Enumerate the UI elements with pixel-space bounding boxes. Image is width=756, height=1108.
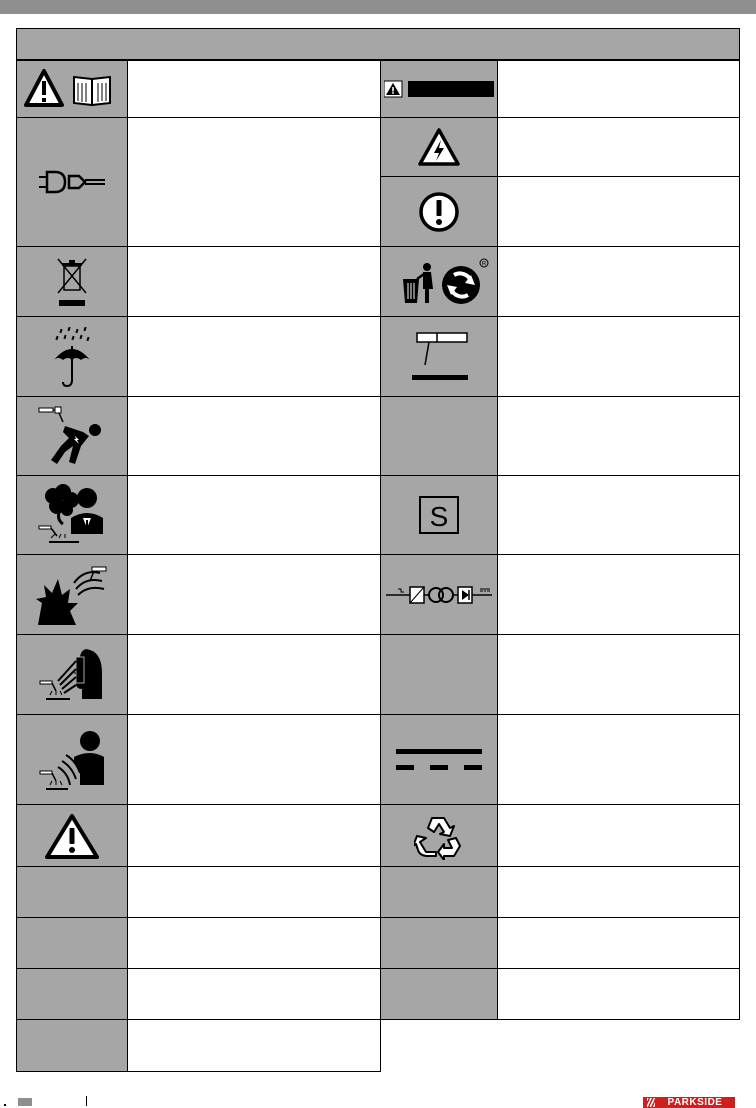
s-mark-icon (417, 495, 461, 535)
explosion-fire-hazard-cell (16, 554, 128, 635)
mains-plug-icon (37, 167, 107, 197)
protect-from-rain-cell (16, 316, 128, 397)
empty-symbol-cell (380, 396, 498, 476)
electric-shock-warning-cell (380, 117, 498, 177)
mandatory-action-cell (380, 176, 498, 247)
inverter-transformer-rectifier-cell (380, 554, 498, 635)
description-cell (497, 866, 740, 918)
recycling-icon (414, 812, 464, 860)
crossed-out-bin-cell (16, 246, 128, 317)
mains-plug-cell (16, 117, 128, 247)
description-cell (127, 554, 381, 635)
electric-shock-hazard-cell (16, 396, 128, 476)
empty-symbol-cell (380, 917, 498, 969)
table-header (16, 28, 740, 60)
description-cell (127, 246, 381, 317)
description-cell (127, 60, 381, 118)
general-warning-icon (44, 812, 100, 860)
tidyman-and-green-dot-cell (380, 246, 498, 317)
description-cell (497, 804, 740, 867)
empty-symbol-cell (16, 866, 128, 918)
electric-shock-warning-icon (417, 127, 461, 167)
arc-rays-face-shield-cell (16, 634, 128, 715)
s-mark-cell (380, 475, 498, 555)
welding-sparks-burn-icon (36, 727, 108, 793)
description-cell (497, 246, 740, 317)
crossed-out-bin-icon (55, 256, 89, 308)
mandatory-action-icon (418, 191, 460, 233)
brand-logo (643, 1097, 735, 1108)
description-cell (497, 475, 740, 555)
description-cell (497, 634, 740, 715)
empty-symbol-cell (16, 968, 128, 1020)
description-cell (127, 1019, 381, 1072)
footer-divider (86, 1096, 87, 1106)
description-cell (497, 714, 740, 805)
danger-banner-cell (380, 60, 498, 118)
recycling-cell (380, 804, 498, 867)
page-number-marker (18, 1098, 32, 1106)
svg-text:R: R (481, 261, 487, 267)
description-cell (497, 316, 740, 397)
description-cell (127, 917, 381, 969)
electric-shock-hazard-icon (35, 402, 109, 470)
description-cell (497, 117, 740, 177)
empty-symbol-cell (16, 1019, 128, 1072)
description-cell (497, 396, 740, 476)
description-cell (127, 866, 381, 918)
empty-symbol-cell (380, 866, 498, 918)
description-cell (497, 176, 740, 247)
footer-dot (4, 1104, 6, 1106)
explosion-fire-hazard-icon (34, 563, 110, 627)
description-cell (127, 968, 381, 1020)
description-cell (497, 554, 740, 635)
description-cell (127, 804, 381, 867)
tidyman-and-green-dot-icon (389, 257, 489, 307)
general-warning-cell (16, 804, 128, 867)
svg-text:S: S (429, 501, 449, 532)
protect-from-rain-icon (52, 326, 92, 388)
toxic-fumes-cell (16, 475, 128, 555)
empty-symbol-cell (380, 634, 498, 715)
inverter-transformer-rectifier-icon (384, 583, 494, 607)
empty-symbol-cell (16, 917, 128, 969)
direct-current-icon (394, 745, 484, 775)
description-cell (497, 968, 740, 1020)
empty-symbol-cell (380, 968, 498, 1020)
welding-sparks-burn-cell (16, 714, 128, 805)
welding-electrode-cell (380, 316, 498, 397)
toxic-fumes-icon (35, 482, 109, 548)
description-cell (497, 917, 740, 969)
description-cell (127, 475, 381, 555)
description-cell (497, 60, 740, 118)
direct-current-cell (380, 714, 498, 805)
danger-banner-icon (384, 79, 494, 99)
warning-and-manual-icons-cell (16, 60, 128, 118)
description-cell (127, 316, 381, 397)
description-cell (127, 714, 381, 805)
warning-and-manual-icon (24, 67, 120, 111)
brand-logo-text: PARKSIDE (667, 1097, 723, 1108)
description-cell (127, 634, 381, 715)
arc-rays-face-shield-icon (36, 643, 108, 707)
top-bar (0, 0, 756, 14)
description-cell (127, 396, 381, 476)
description-cell (127, 117, 381, 247)
welding-electrode-icon (407, 329, 471, 385)
